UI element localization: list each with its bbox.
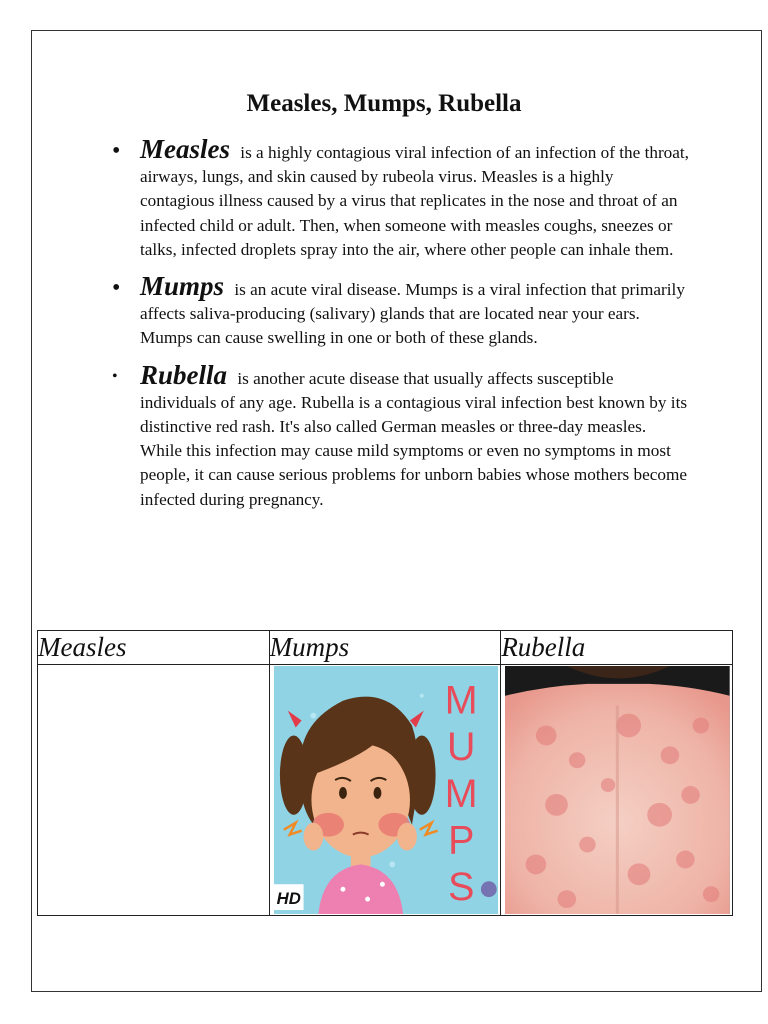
list-item-rubella <box>112 360 692 512</box>
header-mumps: Mumps <box>269 631 501 665</box>
term-measles: Measles <box>140 134 230 164</box>
header-measles: Measles <box>38 631 270 665</box>
term-rubella: Rubella <box>140 359 228 390</box>
term-mumps: Mumps <box>140 271 225 302</box>
description-rubella: is another acute disease that usually affects susceptible individuals of any age. Rubella is a contagious viral infection best known by its distinctive red rash. It's also called German measles or three-day measles. While this infection may cause mild symptoms or even no symptoms in most people, it can cause serious problems for unborn babies whose mothers become infected during pregnancy. <box>140 368 688 509</box>
page-title: Measles, Mumps, Rubella <box>246 90 522 117</box>
mumps-illustration <box>274 666 499 914</box>
bullet-icon: • <box>112 367 118 385</box>
mumps-letter: S <box>447 864 475 910</box>
measles-image-cell <box>38 665 270 916</box>
mumps-image-cell <box>269 665 501 916</box>
description-measles: is a highly contagious viral infection of an infection of the throat, airways, lungs, and skin caused by rubeola virus. Measles is a highly contagious illness caused by a virus that replicates in the nose and throat of an infected child or adult. Then, when someone with measles coughs, sneezes or talks, infected droplets spray into the air, where other people can inhale them. <box>140 143 689 259</box>
description-mumps: is an acute viral disease. Mumps is a viral infection that primarily affects saliva-producing (salivary) glands that are located near your ears. Mumps can cause swelling in one or both of these glands. <box>140 280 685 348</box>
image-table <box>37 630 733 916</box>
mumps-letter: M <box>444 678 478 723</box>
header-rubella: Rubella <box>501 631 733 665</box>
disease-list <box>112 134 692 512</box>
rubella-image-cell <box>501 665 733 916</box>
bullet-icon: • <box>112 275 121 302</box>
list-item-measles <box>112 134 692 262</box>
mumps-letter: P <box>447 818 475 863</box>
hd-badge: HD <box>276 889 301 909</box>
list-item-mumps <box>112 271 692 351</box>
mumps-letter: U <box>446 725 476 770</box>
rubella-photo <box>505 666 730 914</box>
bullet-icon: • <box>112 138 121 164</box>
mumps-letter: M <box>444 771 478 816</box>
